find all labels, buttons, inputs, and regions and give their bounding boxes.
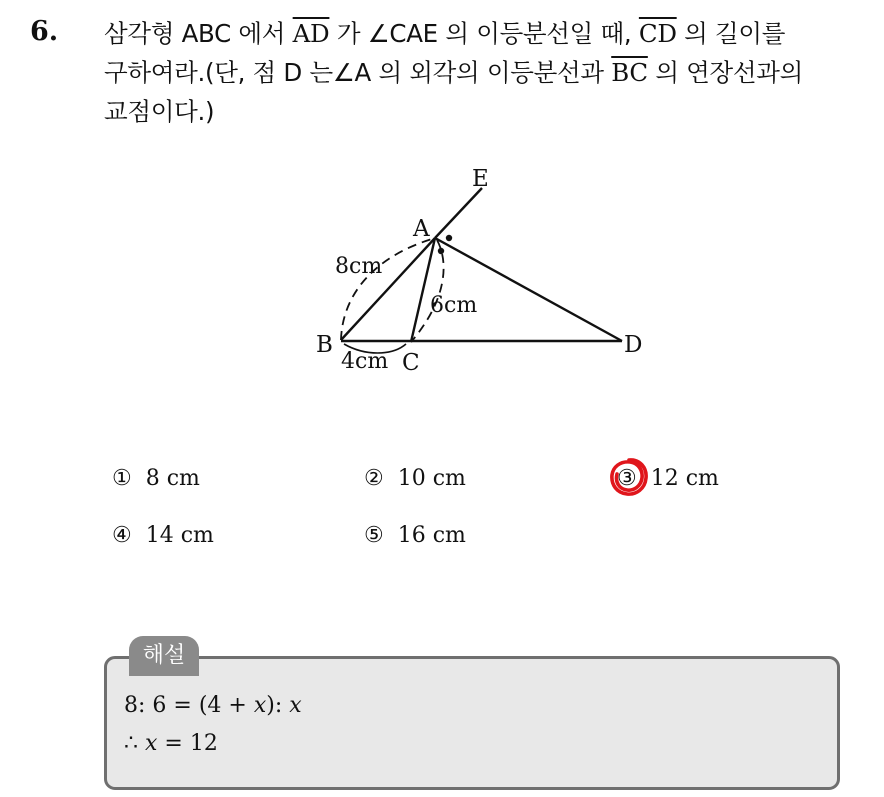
- choice-4[interactable]: [112, 523, 214, 548]
- segment-cd: $\overline{CD}$: [638, 19, 677, 48]
- segment-ae: [435, 188, 482, 238]
- angle-mark-dot-1: [446, 235, 452, 241]
- question-line-1-part-a: 삼각형 ABC 에서: [104, 19, 293, 48]
- arc-ac-dashed: [411, 240, 444, 342]
- segment-bc: $\overline{BC}$: [611, 58, 648, 87]
- label-b: B: [316, 332, 333, 358]
- question-line-2-part-a: 구하여라.(단, 점 D 는∠A 의 외각의 이등분선과: [104, 58, 612, 87]
- label-a: A: [413, 216, 430, 242]
- angle-mark-dot-2: [438, 248, 444, 254]
- label-e: E: [472, 166, 489, 192]
- choice-4-text: 14 cm: [145, 523, 214, 548]
- solution-line-2: ∴ x = 12: [124, 731, 218, 756]
- choice-2-text: 10 cm: [397, 466, 466, 491]
- choice-1-number: ①: [112, 466, 132, 491]
- solution-label: 해설: [129, 636, 199, 676]
- solution-line-1: 8: 6 = (4 + x): x: [124, 693, 302, 718]
- question-line-2-part-b: 의 연장선과의: [647, 58, 804, 87]
- choice-1-text: 8 cm: [145, 466, 200, 491]
- solution-box: [104, 656, 840, 790]
- length-ac-label: 6cm: [430, 293, 478, 318]
- choice-5-text: 16 cm: [397, 523, 466, 548]
- choice-2-number: ②: [364, 466, 384, 491]
- question-line-1-part-b: 가 ∠CAE 의 이등분선일 때,: [329, 19, 639, 48]
- choice-5[interactable]: [364, 523, 466, 548]
- length-bc-label: 4cm: [341, 349, 389, 374]
- label-d: D: [624, 332, 643, 358]
- question-line-3: 교점이다.): [104, 97, 215, 126]
- answer-circle-mark: [608, 456, 650, 498]
- label-c: C: [402, 350, 420, 376]
- segment-ad: $\overline{AD}$: [292, 19, 330, 48]
- choice-5-number: ⑤: [364, 523, 384, 548]
- choice-1[interactable]: [112, 466, 200, 491]
- length-ab-label: 8cm: [335, 254, 383, 279]
- choice-2[interactable]: [364, 466, 466, 491]
- segment-ad: [435, 238, 622, 341]
- choice-3-text: 12 cm: [650, 466, 719, 491]
- question-number: 6.: [30, 16, 59, 47]
- choice-3-number: ③: [617, 466, 637, 491]
- choice-4-number: ④: [112, 523, 132, 548]
- question-line-1-part-c: 의 길이를: [676, 19, 786, 48]
